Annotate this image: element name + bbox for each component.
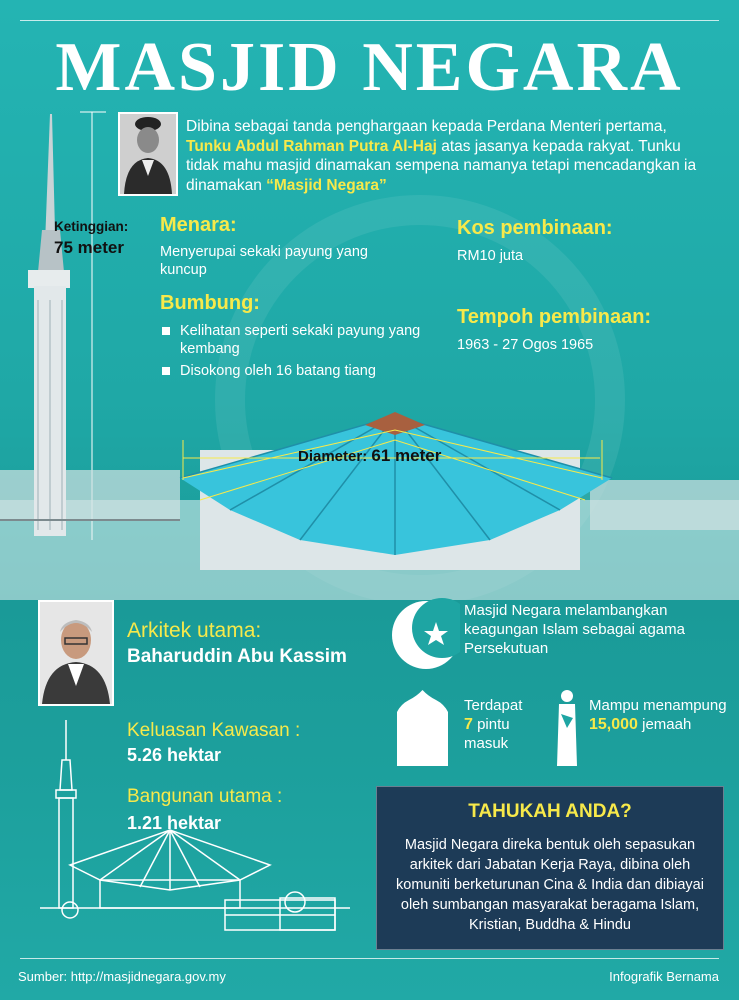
architect-name: Baharuddin Abu Kassim [127, 646, 347, 667]
top-rule [20, 20, 719, 21]
masjid-negara-quote: “Masjid Negara” [266, 176, 387, 194]
diameter-value: 61 meter [371, 446, 442, 465]
bumbung-item: Disokong oleh 16 batang tiang [160, 362, 430, 380]
doors-pre: Terdapat [464, 697, 523, 714]
doors-text [464, 696, 554, 753]
intro-part-1: Dibina sebagai tanda penghargaan kepada Perdana Menteri pertama, [186, 118, 667, 135]
height-label: Ketinggian: [54, 219, 129, 234]
intro-part-2: atas jasanya kepada rakyat. Tunku tidak mahu masjid dinamakan sempena namanya tetapi mencadangkan ia dinamakan [186, 137, 697, 194]
did-you-know-box [376, 786, 724, 950]
mosque-outline-icon [40, 720, 350, 935]
menara-text: Menyerupai sekaki payung yang kuncup [160, 244, 368, 278]
bangunan-label: Bangunan utama : [127, 786, 283, 807]
page-title: MASJID NEGARA [55, 29, 684, 106]
bumbung-list [160, 322, 430, 384]
height-value: 75 meter [54, 238, 124, 257]
diameter-label-text: Diameter: [298, 448, 368, 465]
tunku-name: Tunku Abdul Rahman Putra Al-Haj [186, 137, 437, 155]
crescent-star-icon [390, 598, 460, 672]
bumbung-heading: Bumbung: [160, 292, 260, 314]
capacity-pre: Mampu menampung [589, 697, 727, 714]
capacity-post: jemaah [637, 716, 692, 733]
doors-mid: pintu [472, 716, 510, 733]
doors-number: 7 [464, 716, 473, 733]
bottom-rule [20, 958, 719, 959]
architect-title: Arkitek utama: [127, 619, 262, 642]
symbol-text: Masjid Negara melambangkan keagungan Islam sebagai agama Persekutuan [464, 602, 685, 657]
bangunan-value: 1.21 hektar [127, 813, 222, 833]
credit-text: Infografik Bernama [609, 969, 719, 984]
keluasan-value: 5.26 hektar [127, 745, 222, 765]
menara-heading: Menara: [160, 214, 237, 236]
architect-photo [38, 600, 114, 706]
capacity-text [589, 696, 729, 734]
capacity-number: 15,000 [589, 716, 638, 733]
worshipper-icon [553, 688, 581, 766]
door-icon [395, 690, 450, 766]
did-you-know-body: Masjid Negara direka bentuk oleh sepasukan arkitek dari Jabatan Kerja Raya, dibina oleh komuniti berketurunan Cina & India dan dibiayai oleh sumbangan masyarakat beragama Islam, Kristian, Buddha & Hindu [396, 837, 704, 933]
bumbung-item: Kelihatan seperti sekaki payung yang kembang [160, 322, 430, 358]
diameter-label [298, 446, 441, 466]
kos-text: RM10 juta [457, 248, 524, 264]
kos-heading: Kos pembinaan: [457, 217, 613, 239]
tempoh-text: 1963 - 27 Ogos 1965 [457, 337, 594, 353]
tempoh-heading: Tempoh pembinaan: [457, 306, 652, 328]
tunku-photo [118, 112, 178, 196]
intro-text [186, 117, 706, 195]
did-you-know-title: TAHUKAH ANDA? [468, 801, 632, 822]
doors-post: masuk [464, 735, 509, 752]
keluasan-label: Keluasan Kawasan : [127, 720, 301, 741]
source-text: Sumber: http://masjidnegara.gov.my [18, 969, 226, 984]
